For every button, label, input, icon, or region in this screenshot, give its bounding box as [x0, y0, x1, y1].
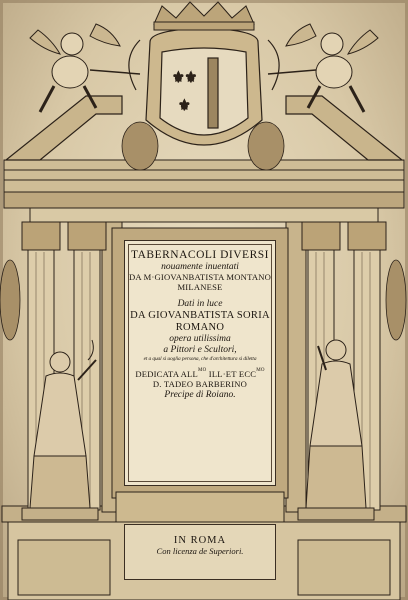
audience-line: a Pittori e Scultori,: [163, 344, 237, 355]
entablature: [4, 160, 404, 222]
publisher-origin: ROMANO: [175, 321, 225, 333]
svg-text:⚜⚜: ⚜⚜: [172, 70, 198, 86]
imprint-license: Con licenza de Superiori.: [156, 546, 244, 557]
imprint-plaque: [124, 524, 276, 580]
audience-detail: et a qual si uoglia persona, che d'architettura si diletta: [143, 355, 257, 362]
publisher-name: DA GIOVANBATISTA SORIA: [130, 309, 270, 321]
book-title: TABERNACOLI DIVERSI: [131, 249, 269, 261]
dedication-line: DEDICATA $ALL^{MO}$ ILL·ET $ECC^{MO}$: [135, 367, 265, 379]
author-line: DA M·GIOVANBATISTA MONTANO: [128, 272, 272, 283]
title-subtitle: nouamente inuentati: [161, 262, 239, 273]
published-by-label: Dati in luce: [177, 298, 223, 309]
author-origin: MILANESE: [177, 282, 223, 293]
imprint-place: IN ROMA: [173, 535, 227, 546]
dedicatee-title: Precipe di Roiano.: [164, 389, 236, 400]
crown-icon: [154, 2, 254, 30]
dedicatee-name: D. TADEO BARBERINO: [152, 378, 248, 389]
title-tablet: [124, 240, 276, 486]
svg-text:⚜: ⚜: [178, 98, 191, 114]
work-description: opera utilissima: [169, 333, 231, 344]
